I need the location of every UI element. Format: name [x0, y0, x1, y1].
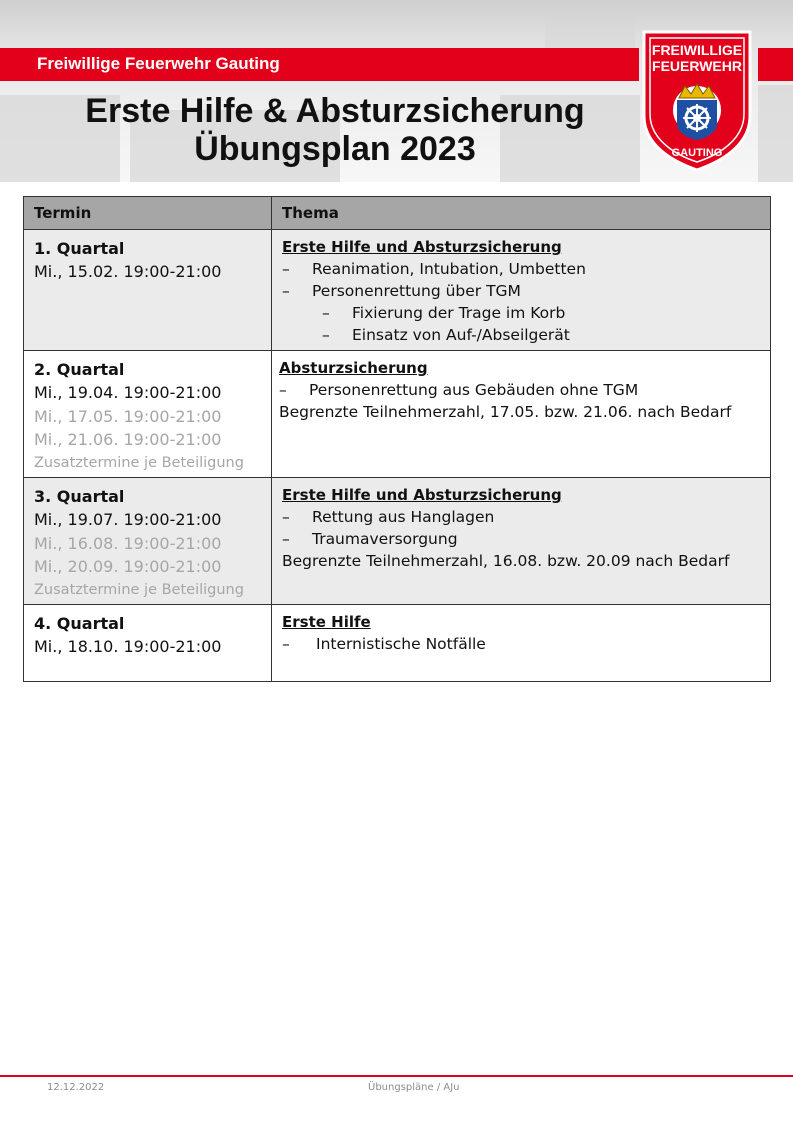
- crest-text-bottom: GAUTING: [671, 147, 723, 159]
- table-row: [24, 351, 771, 478]
- date-optional: Mi., 16.08. 19:00-21:00: [34, 533, 222, 553]
- quarter-label: 4. Quartal: [34, 614, 125, 633]
- bg-building-shape: [758, 85, 793, 182]
- thema-cell: [272, 605, 771, 682]
- date-optional: Mi., 21.06. 19:00-21:00: [34, 430, 222, 449]
- termin-cell: [24, 605, 272, 682]
- thema-cell: [272, 230, 771, 351]
- list-item: – Traumaversorgung: [282, 530, 458, 548]
- quarter-label: 1. Quartal: [34, 239, 125, 258]
- table-row: [24, 478, 771, 605]
- bg-roof-shape: [545, 15, 635, 50]
- table-header-row: [24, 197, 771, 230]
- list-item: – Rettung aus Hanglagen: [282, 508, 495, 526]
- date-primary: Mi., 19.04. 19:00-21:00: [34, 383, 222, 402]
- header-banner: [0, 0, 793, 182]
- date-primary: Mi., 15.02. 19:00-21:00: [34, 262, 222, 281]
- thema-cell: [272, 478, 771, 605]
- page-title: [30, 92, 640, 168]
- list-item: – Personenrettung über TGM: [282, 282, 521, 300]
- brand-bar-right: [758, 48, 793, 81]
- footer-date: 12.12.2022: [47, 1082, 105, 1093]
- title-line-1: Erste Hilfe & Absturzsicherung: [85, 92, 585, 130]
- footer-divider: [0, 1075, 793, 1077]
- table-row: [24, 605, 771, 682]
- date-optional: Mi., 17.05. 19:00-21:00: [34, 406, 222, 426]
- training-schedule-table: [23, 196, 771, 682]
- participant-note: Begrenzte Teilnehmerzahl, 16.08. bzw. 20.09 nach Bedarf: [282, 552, 730, 570]
- fire-department-crest-icon: [638, 28, 756, 173]
- termin-cell: [24, 351, 272, 478]
- participant-note: Begrenzte Teilnehmerzahl, 17.05. bzw. 21.06. nach Bedarf: [279, 403, 732, 421]
- list-item: – Reanimation, Intubation, Umbetten: [282, 260, 586, 278]
- title-line-2: Übungsplan 2023: [194, 130, 476, 168]
- extra-note: Zusatztermine je Beteiligung: [34, 454, 244, 471]
- crest-text-2: FEUERWEHR: [652, 58, 742, 74]
- header-termin: Termin: [24, 197, 272, 230]
- table-row: [24, 230, 771, 351]
- extra-note: Zusatztermine je Beteiligung: [34, 581, 244, 598]
- date-optional: Mi., 20.09. 19:00-21:00: [34, 557, 222, 576]
- footer-center-label: Übungspläne / AJu: [368, 1082, 460, 1093]
- topic-title: Erste Hilfe und Absturzsicherung: [282, 486, 562, 504]
- list-subitem: – Fixierung der Trage im Korb: [322, 304, 566, 322]
- date-primary: Mi., 19.07. 19:00-21:00: [34, 510, 222, 529]
- date-primary: Mi., 18.10. 19:00-21:00: [34, 637, 222, 656]
- topic-title: Erste Hilfe: [282, 613, 371, 631]
- topic-title: Erste Hilfe und Absturzsicherung: [282, 238, 562, 256]
- list-item: – Personenrettung aus Gebäuden ohne TGM: [279, 381, 639, 399]
- termin-cell: [24, 478, 272, 605]
- topic-title: Absturzsicherung: [279, 359, 428, 377]
- list-item: – Internistische Notfälle: [282, 635, 486, 653]
- list-subitem: – Einsatz von Auf-/Abseilgerät: [322, 326, 570, 344]
- quarter-label: 2. Quartal: [34, 360, 125, 379]
- brand-name: Freiwillige Feuerwehr Gauting: [37, 54, 280, 73]
- termin-cell: [24, 230, 272, 351]
- quarter-label: 3. Quartal: [34, 487, 125, 506]
- thema-cell: [272, 351, 771, 478]
- header-thema: Thema: [272, 197, 771, 230]
- crest-text-1: FREIWILLIGE: [651, 42, 743, 58]
